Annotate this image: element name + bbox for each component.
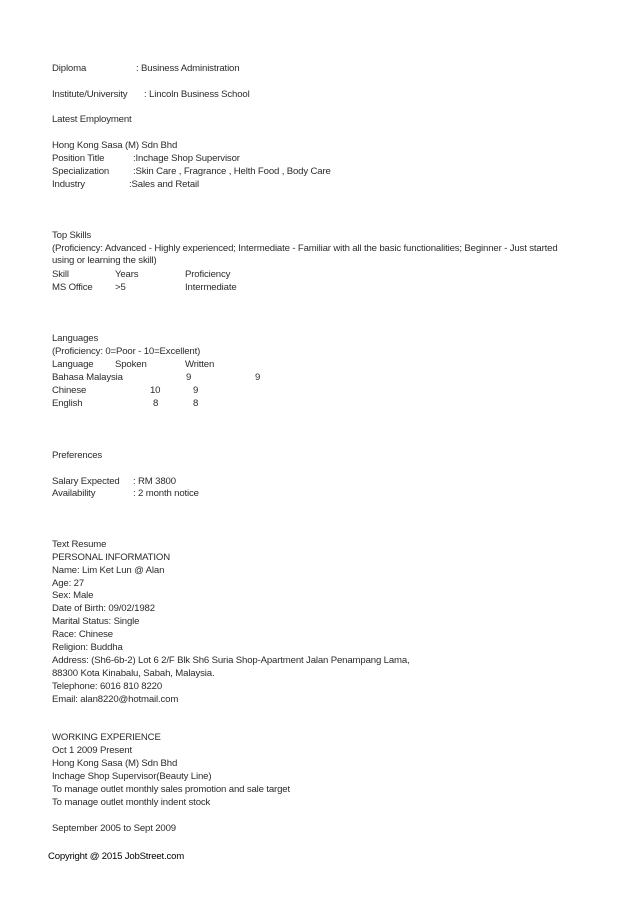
personal-line: Name: Lim Ket Lun @ Alan [52, 565, 165, 576]
work-line: Hong Kong Sasa (M) Sdn Bhd [52, 758, 178, 769]
languages-note: (Proficiency: 0=Poor - 10=Excellent) [52, 346, 201, 357]
work-next-period: September 2005 to Sept 2009 [52, 823, 176, 834]
language-name: Chinese [52, 385, 87, 396]
personal-line: Marital Status: Single [52, 616, 140, 627]
language-written: 8 [193, 398, 199, 409]
salary-label: Salary Expected [52, 476, 120, 487]
personal-line: Telephone: 6016 810 8220 [52, 681, 163, 692]
languages-col-language: Language [52, 359, 94, 370]
languages-col-written: Written [185, 359, 215, 370]
skill-years: >5 [115, 282, 126, 293]
employment-company: Hong Kong Sasa (M) Sdn Bhd [52, 140, 178, 151]
language-spoken: 8 [153, 398, 159, 409]
language-spoken: 10 [150, 385, 161, 396]
skill-name: MS Office [52, 282, 93, 293]
work-line: To manage outlet monthly sales promotion and sale target [52, 784, 290, 795]
language-spoken: 9 [186, 372, 192, 383]
specialization-label: Specialization [52, 166, 110, 177]
work-line: Oct 1 2009 Present [52, 745, 132, 756]
institute-value: : Lincoln Business School [144, 89, 250, 100]
availability-label: Availability [52, 488, 96, 499]
position-value: :Inchage Shop Supervisor [133, 153, 240, 164]
personal-line: 88300 Kota Kinabalu, Sabah, Malaysia. [52, 668, 215, 679]
personal-line: Sex: Male [52, 590, 94, 601]
availability-value: : 2 month notice [133, 488, 199, 499]
personal-line: Date of Birth: 09/02/1982 [52, 603, 155, 614]
salary-value: : RM 3800 [133, 476, 176, 487]
work-heading: WORKING EXPERIENCE [52, 732, 161, 743]
skills-col-years: Years [115, 269, 139, 280]
diploma-value: : Business Administration [136, 63, 240, 74]
preferences-heading: Preferences [52, 450, 103, 461]
skill-proficiency: Intermediate [185, 282, 237, 293]
work-line: To manage outlet monthly indent stock [52, 797, 211, 808]
skills-col-skill: Skill [52, 269, 69, 280]
skills-heading: Top Skills [52, 230, 92, 241]
languages-col-spoken: Spoken [115, 359, 147, 370]
skills-col-proficiency: Proficiency [185, 269, 231, 280]
work-line: Inchage Shop Supervisor(Beauty Line) [52, 771, 212, 782]
employment-heading: Latest Employment [52, 114, 132, 125]
industry-value: :Sales and Retail [129, 179, 199, 190]
language-name: Bahasa Malaysia [52, 372, 123, 383]
language-name: English [52, 398, 83, 409]
personal-line: Race: Chinese [52, 629, 113, 640]
personal-line: Age: 27 [52, 578, 85, 589]
language-written: 9 [255, 372, 261, 383]
personal-heading: PERSONAL INFORMATION [52, 552, 170, 563]
resume-heading: Text Resume [52, 539, 107, 550]
specialization-value: :Skin Care , Fragrance , Helth Food , Body Care [133, 166, 331, 177]
industry-label: Industry [52, 179, 85, 190]
diploma-label: Diploma [52, 63, 87, 74]
copyright-footer: Copyright @ 2015 JobStreet.com [48, 851, 184, 862]
language-written: 9 [193, 385, 199, 396]
personal-line: Address: (Sh6-6b-2) Lot 6 2/F Blk Sh6 Suria Shop-Apartment Jalan Penampang Lama, [52, 655, 410, 666]
personal-line: Email: alan8220@hotmail.com [52, 694, 179, 705]
languages-heading: Languages [52, 333, 99, 344]
personal-line: Religion: Buddha [52, 642, 123, 653]
institute-label: Institute/University [52, 89, 128, 100]
skills-note: (Proficiency: Advanced - Highly experienced; Intermediate - Familiar with all the basic functionalities; Beginner - Just started using or learning the skill) [52, 243, 558, 266]
position-label: Position Title [52, 153, 105, 164]
